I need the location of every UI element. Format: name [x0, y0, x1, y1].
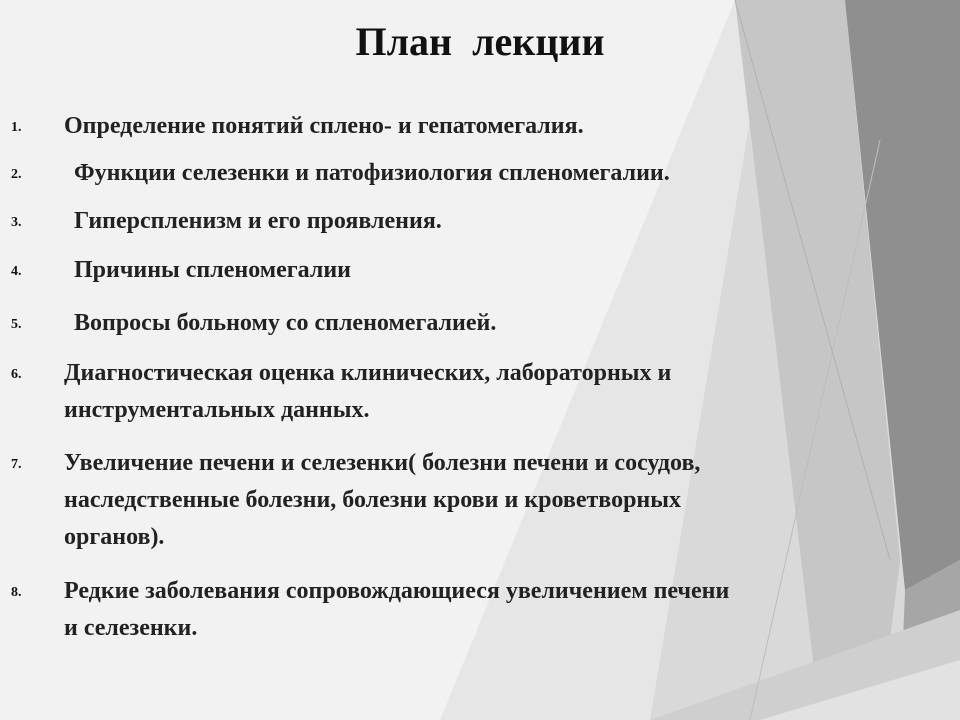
list-item-number: 6. [11, 367, 22, 382]
list-item-number: 3. [11, 215, 22, 230]
list-item-number: 1. [11, 120, 22, 135]
list-item-text: Диагностическая оценка клинических, лабораторных и инструментальных данных. [64, 360, 672, 423]
list-item-number: 5. [11, 317, 22, 332]
list-item-text: Определение понятий сплено- и гепатомегалия. [64, 113, 584, 139]
list-item-number: 8. [11, 585, 22, 600]
list-item-number: 4. [11, 264, 22, 279]
list-item-text: Редкие заболевания сопровождающиеся увеличением печени и селезенки. [64, 578, 730, 641]
list-item-text: Функции селезенки и патофизиология спленомегалии. [74, 160, 670, 186]
list-item-text: Увеличение печени и селезенки( болезни печени и сосудов, наследственные болезни, болезни крови и кроветворных органов). [64, 450, 701, 550]
list-item-text: Вопросы больному со спленомегалией. [74, 310, 497, 336]
list-item-text: Гиперспленизм и его проявления. [74, 208, 442, 234]
list-item-number: 7. [11, 457, 22, 472]
list-item-number: 2. [11, 167, 22, 182]
slide-title: План лекции [355, 19, 605, 64]
list-item-text: Причины спленомегалии [74, 257, 351, 283]
